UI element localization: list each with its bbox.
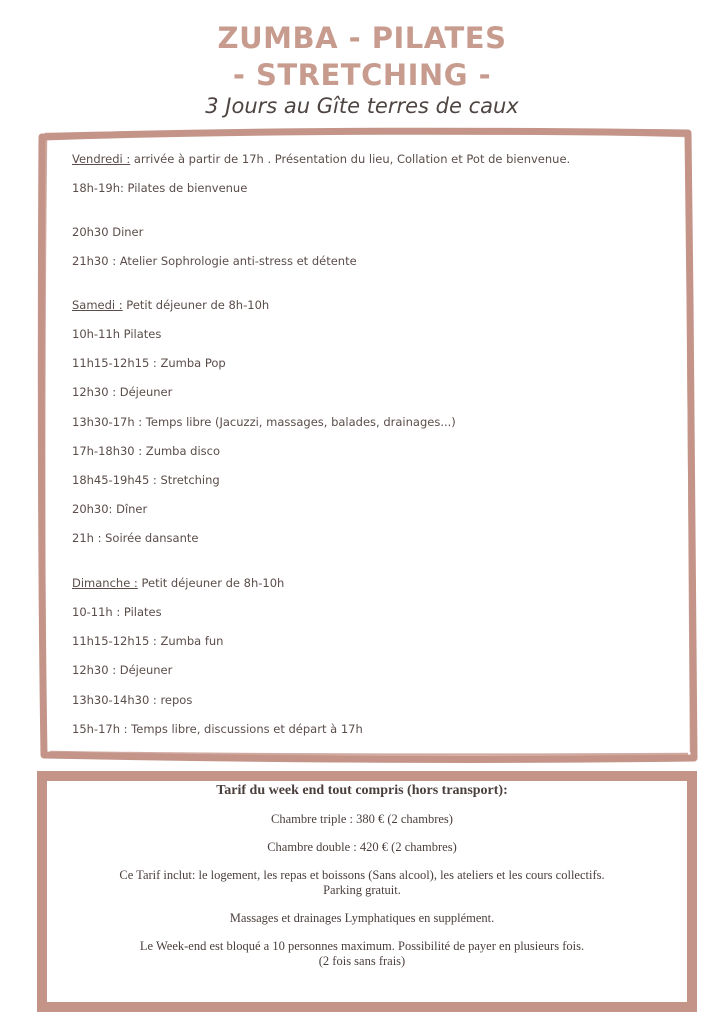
pricing-limit xyxy=(50,939,674,969)
schedule-item: 20h30: Dîner xyxy=(72,502,148,516)
schedule-item: 13h30-17h : Temps libre (Jacuzzi, massages, balades, drainages...) xyxy=(72,415,456,429)
schedule-item: 18h45-19h45 : Stretching xyxy=(72,473,220,487)
schedule-item: 20h30 Diner xyxy=(72,225,144,239)
schedule-item: 11h15-12h15 : Zumba fun xyxy=(72,634,224,648)
friday-label: Vendredi : xyxy=(72,152,131,166)
limit-line1: Le Week-end est bloqué a 10 personnes maximum. Possibilité de payer en plusieurs fois. xyxy=(139,939,585,953)
saturday-heading xyxy=(72,297,269,313)
schedule-item: 10h-11h Pilates xyxy=(72,327,162,341)
page-subtitle: 3 Jours au Gîte terres de caux xyxy=(205,94,519,118)
friday-heading xyxy=(72,151,570,167)
sunday-label: Dimanche : xyxy=(72,576,138,590)
pricing-section xyxy=(50,783,674,982)
schedule-item: 21h30 : Atelier Sophrologie anti-stress et détente xyxy=(72,254,357,268)
schedule-item: 15h-17h : Temps libre, discussions et départ à 17h xyxy=(72,722,363,736)
schedule-item: 12h30 : Déjeuner xyxy=(72,385,173,399)
price-double: Chambre double : 420 € (2 chambres) xyxy=(267,840,457,854)
pricing-includes xyxy=(50,868,674,898)
schedule-item: 11h15-12h15 : Zumba Pop xyxy=(72,356,226,370)
schedule-item: 17h-18h30 : Zumba disco xyxy=(72,444,221,458)
saturday-label: Samedi : xyxy=(72,298,123,312)
includes-line1: Ce Tarif inclut: le logement, les repas et boissons (Sans alcool), les ateliers et les cours collectifs. xyxy=(119,868,605,882)
pricing-title: Tarif du week end tout compris (hors transport): xyxy=(216,783,508,798)
saturday-intro: Petit déjeuner de 8h-10h xyxy=(122,298,270,312)
price-triple: Chambre triple : 380 € (2 chambres) xyxy=(271,812,453,826)
page-title-line1: ZUMBA - PILATES xyxy=(217,21,507,55)
schedule-item: 18h-19h: Pilates de bienvenue xyxy=(72,181,248,195)
schedule-item: 21h : Soirée dansante xyxy=(72,531,199,545)
limit-line2: (2 fois sans frais) xyxy=(318,954,406,968)
friday-intro: arrivée à partir de 17h . Présentation du lieu, Collation et Pot de bienvenue. xyxy=(130,152,571,166)
schedule-item: 13h30-14h30 : repos xyxy=(72,693,193,707)
schedule-item: 10-11h : Pilates xyxy=(72,605,162,619)
schedule-item: 12h30 : Déjeuner xyxy=(72,663,173,677)
page-title-line2: - STRETCHING - xyxy=(232,58,492,92)
sunday-intro: Petit déjeuner de 8h-10h xyxy=(137,576,285,590)
sunday-heading xyxy=(72,575,284,591)
pricing-extras: Massages et drainages Lymphatiques en supplément. xyxy=(229,911,495,925)
includes-line2: Parking gratuit. xyxy=(323,883,401,897)
